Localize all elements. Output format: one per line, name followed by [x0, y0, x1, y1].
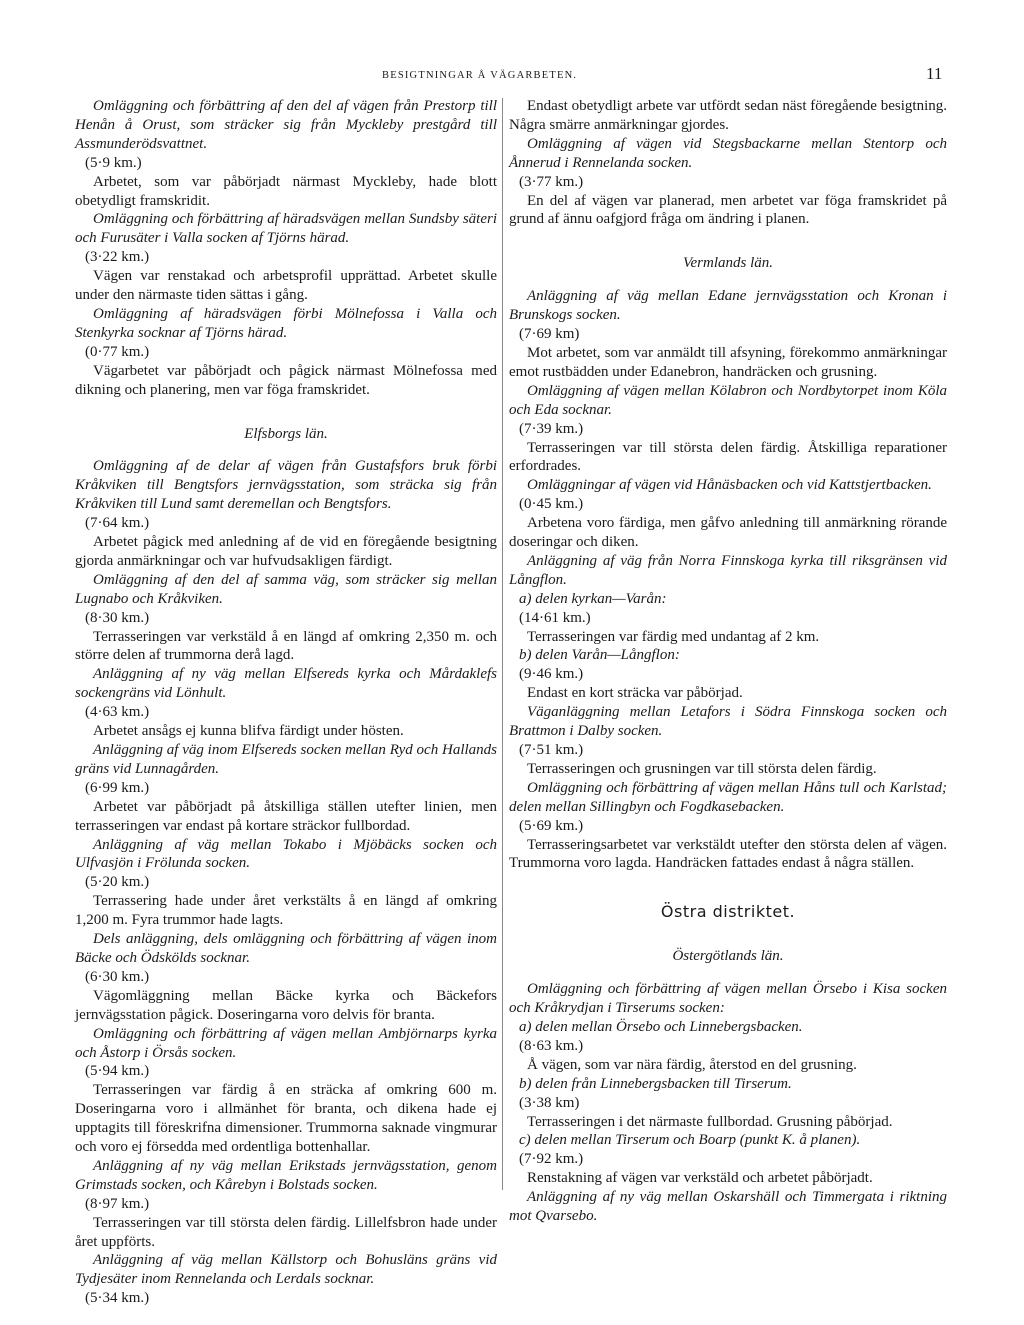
entry-body: Arbetet var påbörjadt på åtskilliga ställen utefter linien, men terrasseringen var endast på kortare sträckor fullbordad.: [75, 798, 497, 834]
length-km: (5·34 km.): [85, 1290, 150, 1307]
entry-body: Å vägen, som var nära färdig, återstod en del grusning.: [527, 1056, 857, 1073]
entry-body: Terrasseringen var färdig med undantag af 2 km.: [527, 628, 820, 645]
entry-title: Dels anläggning, dels omläggning och förbättring af vägen inom Bäcke och Ödskölds socknar.: [75, 931, 497, 966]
entry-title: Omläggning af häradsvägen förbi Mölnefossa i Valla och Stenkyrka socknar af Tjörns härad.: [75, 305, 497, 341]
length-km: (8·30 km.): [85, 609, 150, 626]
entry-title: Anläggning af ny väg mellan Oskarshäll och Timmergata i riktning mot Qvarsebo.: [509, 1189, 947, 1225]
subsection-label: c) delen mellan Tirserum och Boarp (punkt K. å planen).: [519, 1132, 861, 1149]
length-km: (0·77 km.): [85, 343, 150, 360]
length-km: (3·22 km.): [85, 249, 150, 266]
entry-body: Vägarbetet var påbörjadt och pågick närmast Mölnefossa med dikning och planering, men var föga framskridet.: [75, 362, 497, 398]
entry-title: Anläggning af ny väg mellan Elfsereds kyrka och Mårdaklefs sockengräns vid Lönhult.: [75, 666, 497, 702]
entry-body: Endast en kort sträcka var påbörjad.: [527, 685, 743, 702]
subsection-label: b) delen Varån—Långflon:: [519, 647, 680, 664]
entry-title: Anläggning af väg inom Elfsereds socken mellan Ryd och Hallands gräns vid Lunnagården.: [75, 742, 497, 777]
column-divider: [502, 98, 503, 1190]
length-km: (5·94 km.): [85, 1063, 150, 1080]
subsection-label: b) delen från Linnebergsbacken till Tirserum.: [519, 1075, 792, 1092]
length-km: (8·63 km.): [519, 1037, 584, 1054]
running-header: [0, 64, 1024, 88]
entry-body: Terrasseringen var färdig å en sträcka af omkring 600 m. Doseringarna voro i allmänhet för branta, och dikena hade ej upptagits till föreskrifna dimensioner. Trummorna saknade vingmurar och voro ej försedda med ordentliga bottenhallar.: [75, 1082, 497, 1156]
length-km: (3·38 km): [519, 1094, 580, 1111]
length-km: (9·46 km.): [519, 666, 584, 683]
length-km: (5·20 km.): [85, 874, 150, 891]
entry-body: Terrassering hade under året verkstälts å en längd af omkring 1,200 m. Fyra trummor hade lagts.: [75, 893, 497, 929]
entry-title: Omläggning och förbättring af vägen mellan Ambjörnarps kyrka och Åstorp i Örsås socken.: [75, 1025, 497, 1061]
entry-body: Arbetet pågick med anledning af de vid en föregående besigtning gjorda anmärkningar och var hufvudsakligen färdigt.: [75, 534, 497, 569]
subsection-label: a) delen kyrkan—Varån:: [519, 590, 667, 607]
length-km: (6·99 km.): [85, 779, 150, 796]
left-column: [75, 97, 497, 1308]
entry-body: Terrasseringen var till största delen färdig. Åtskilliga reparationer erfordrades.: [509, 439, 947, 475]
length-km: (7·92 km.): [519, 1151, 584, 1168]
length-km: (7·69 km): [519, 326, 580, 343]
district-heading: Östra distriktet.: [660, 902, 796, 922]
entry-body: Arbetet, som var påbörjadt närmast Myckleby, hade blott obetydligt framskridit.: [75, 173, 497, 209]
entry-body: Terrasseringen var till största delen färdig. Lillelfsbron hade under året uppförts.: [75, 1214, 497, 1250]
entry-title: Omläggning af vägen vid Stegsbackarne mellan Stentorp och Ånnerud i Rennelanda socken.: [509, 135, 947, 171]
entry-body: Arbetet ansågs ej kunna blifva färdigt under hösten.: [93, 723, 404, 740]
county-heading: Elfsborgs län.: [244, 425, 328, 442]
entry-title: Omläggning af den del af samma väg, som sträcker sig mellan Lugnabo och Kråkviken.: [75, 571, 497, 607]
length-km: (6·30 km.): [85, 968, 150, 985]
entry-body: Terrasseringen och grusningen var till största delen färdig.: [527, 760, 877, 777]
entry-body: Terrasseringen i det närmaste fullbordad. Grusning påbörjad.: [527, 1113, 893, 1130]
entry-body: Terrasseringsarbetet var verkstäldt utefter den största delen af vägen. Trummorna voro lagda. Handräcken fattades endast å några ställen.: [509, 836, 947, 872]
length-km: (3·77 km.): [519, 173, 584, 190]
county-heading: Vermlands län.: [683, 255, 773, 272]
entry-title: Anläggning af väg mellan Edane jernvägsstation och Kronan i Brunskogs socken.: [509, 288, 947, 324]
entry-body: Mot arbetet, som var anmäldt till afsyning, förekommo anmärkningar emot rustbädden under Edanebron, handräcken och grusning.: [509, 344, 947, 380]
entry-title: Omläggning och förbättring af vägen mellan Håns tull och Karlstad; delen mellan Sillingbyn och Fogdkasebacken.: [509, 779, 947, 815]
entry-title: Omläggning af de delar af vägen från Gustafsfors bruk förbi Kråkviken till Bengtsfors jernvägsstation, som sträcka sig från Kråkviken till Lund samt deremellan och Bengtsfors.: [75, 458, 497, 513]
running-title: BESIGTNINGAR Å VÄGARBETEN.: [382, 70, 578, 81]
entry-title: Anläggning af ny väg mellan Erikstads jernvägsstation, genom Grimstads socken, och Kårebyn i Bolstads socken.: [75, 1157, 497, 1193]
entry-title: Väganläggning mellan Letafors i Södra Finnskoga socken och Brattmon i Dalby socken.: [509, 704, 947, 740]
entry-title: Anläggning af väg från Norra Finnskoga kyrka till riksgränsen vid Långflon.: [509, 552, 947, 588]
entry-body: En del af vägen var planerad, men arbetet var föga framskridet på grund af ännu oafgjord fråga om ändring i planen.: [509, 192, 947, 228]
length-km: (5·9 km.): [85, 154, 142, 171]
entry-body: Vägen var renstakad och arbetsprofil upprättad. Arbetet skulle under den närmaste tiden sättas i gång.: [75, 268, 497, 304]
length-km: (14·61 km.): [519, 609, 591, 626]
right-column: [509, 97, 947, 1226]
entry-title: Omläggning och förbättring af den del af vägen från Prestorp till Henån å Orust, som sträcker sig från Myckleby prestgård till Assmunderödsvattnet.: [75, 98, 497, 152]
entry-body: Endast obetydligt arbete var utfördt sedan näst föregående besigtning. Några smärre anmärkningar gjordes.: [509, 98, 947, 133]
page-number: 11: [926, 64, 943, 83]
entry-title: Anläggning af väg mellan Källstorp och Bohusläns gräns vid Tydjesäter inom Rennelanda och Lerdals socknar.: [75, 1252, 497, 1288]
length-km: (8·97 km.): [85, 1195, 150, 1212]
subsection-label: a) delen mellan Örsebo och Linnebergsbacken.: [519, 1018, 803, 1035]
entry-title: Omläggning af vägen mellan Kölabron och Nordbytorpet inom Köla och Eda socknar.: [509, 382, 947, 418]
length-km: (0·45 km.): [519, 496, 584, 513]
entry-title: Omläggningar af vägen vid Hånäsbacken och vid Kattstjertbacken.: [527, 477, 932, 494]
entry-body: Arbetena voro färdiga, men gåfvo anledning till anmärkning rörande doseringar och diken.: [509, 515, 947, 551]
length-km: (7·64 km.): [85, 515, 150, 532]
length-km: (7·39 km.): [519, 420, 584, 437]
entry-body: Vägomläggning mellan Bäcke kyrka och Bäckefors jernvägsstation pågick. Doseringarna voro delvis för branta.: [75, 987, 497, 1023]
length-km: (4·63 km.): [85, 704, 150, 721]
length-km: (7·51 km.): [519, 742, 584, 758]
entry-title: Anläggning af väg mellan Tokabo i Mjöbäcks socken och Ulfvasjön i Frölunda socken.: [75, 836, 497, 872]
entry-body: Terrasseringen var verkstäld å en längd af omkring 2,350 m. och större delen af trummorna derå lagd.: [75, 628, 497, 664]
entry-body: Renstakning af vägen var verkstäld och arbetet påbörjadt.: [527, 1170, 873, 1187]
entry-title: Omläggning och förbättring af vägen mellan Örsebo i Kisa socken och Kråkrydjan i Tirserums socken:: [509, 981, 947, 1017]
length-km: (5·69 km.): [519, 817, 584, 834]
entry-title: Omläggning och förbättring af häradsvägen mellan Sundsby säteri och Furusäter i Valla socken af Tjörns härad.: [75, 211, 497, 247]
county-heading: Östergötlands län.: [672, 948, 784, 965]
